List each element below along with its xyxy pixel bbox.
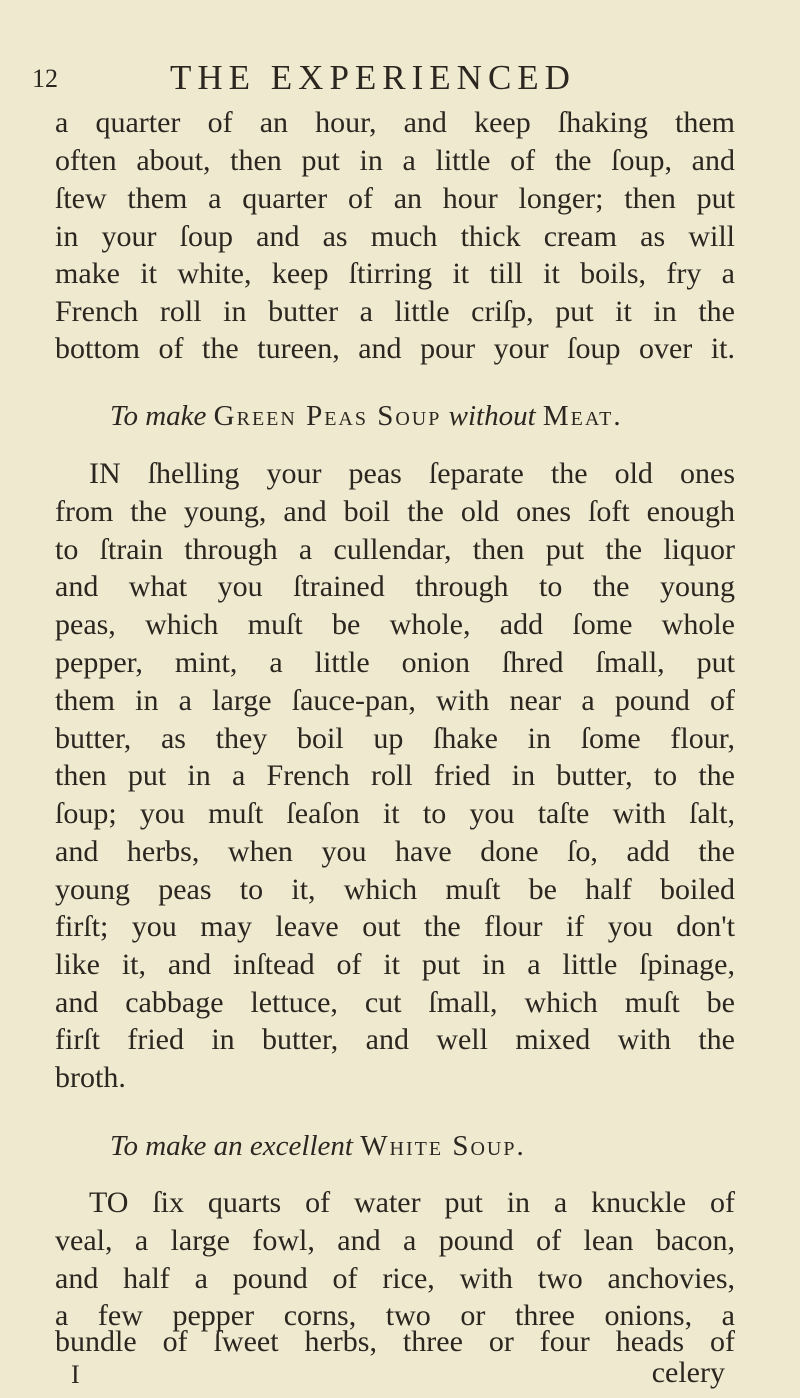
heading-title-end: Meat. — [542, 400, 623, 432]
text-line: ſtew them a quarter of an hour longer; then put — [55, 182, 735, 215]
heading-title: White Soup. — [360, 1130, 526, 1162]
page-header — [32, 58, 772, 98]
text-line: like it, and inſtead of it put in a little ſpinage, — [55, 948, 735, 981]
text-line: butter, as they boil up ſhake in ſome flour, — [55, 722, 735, 755]
text-line: broth. — [55, 1061, 126, 1094]
text-line: pepper, mint, a little onion ſhred ſmall, put — [55, 646, 735, 679]
heading-prefix: To make an excellent — [110, 1130, 353, 1162]
text-line: ſoup; you muſt ſeaſon it to you taſte with ſalt, — [55, 797, 735, 830]
text-line: IN ſhelling your peas ſeparate the old ones — [89, 457, 735, 490]
heading-title: Green Peas Soup — [213, 400, 442, 432]
text-line: bottom of the tureen, and pour your ſoup over it. — [55, 332, 735, 365]
text-line: bundle of ſweet herbs, three or four heads of — [55, 1325, 735, 1358]
recipe-heading — [110, 1128, 730, 1164]
text-line: make it white, keep ſtirring it till it boils, fry a — [55, 257, 735, 290]
text-line: them in a large ſauce-pan, with near a pound of — [55, 684, 735, 717]
text-line: firſt; you may leave out the flour if you don't — [55, 910, 735, 943]
text-line: firſt fried in butter, and well mixed with the — [55, 1023, 735, 1056]
text-line: and half a pound of rice, with two anchovies, — [55, 1262, 735, 1295]
page-number: 12 — [32, 64, 58, 93]
heading-prefix: To make — [110, 400, 207, 432]
text-line: often about, then put in a little of the ſoup, and — [55, 144, 735, 177]
catchword: celery — [651, 1356, 725, 1389]
text-line: young peas to it, which muſt be half boiled — [55, 873, 735, 906]
text-line: then put in a French roll fried in butter, to the — [55, 759, 735, 792]
text-line: in your ſoup and as much thick cream as will — [55, 220, 735, 253]
text-line: to ſtrain through a cullendar, then put the liquor — [55, 533, 735, 566]
heading-qualifier: without — [448, 400, 536, 432]
text-line: and herbs, when you have done ſo, add the — [55, 835, 735, 868]
text-line: TO ſix quarts of water put in a knuckle of — [89, 1186, 735, 1219]
recipe-heading — [110, 398, 730, 434]
text-line: and what you ſtrained through to the young — [55, 570, 735, 603]
text-line: a quarter of an hour, and keep ſhaking them — [55, 106, 735, 139]
running-head: THE EXPERIENCED — [170, 58, 576, 97]
text-line: from the young, and boil the old ones ſoft enough — [55, 495, 735, 528]
text-line: peas, which muſt be whole, add ſome whole — [55, 608, 735, 641]
text-line: French roll in butter a little criſp, put it in the — [55, 295, 735, 328]
signature-mark: I — [71, 1360, 80, 1389]
text-line: and cabbage lettuce, cut ſmall, which muſt be — [55, 986, 735, 1019]
text-line: a few pepper corns, two or three onions, a — [55, 1299, 735, 1332]
text-line: veal, a large fowl, and a pound of lean bacon, — [55, 1224, 735, 1257]
